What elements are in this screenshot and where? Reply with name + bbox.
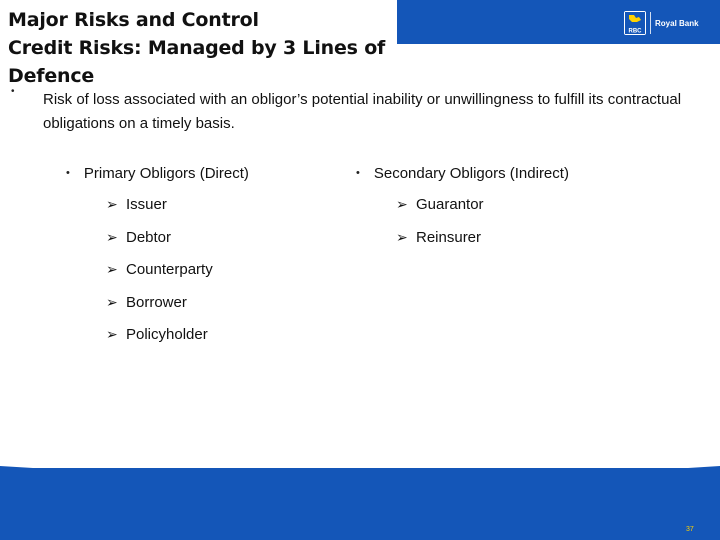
list-item-label: Guarantor <box>416 196 484 213</box>
secondary-obligors-column <box>356 162 569 259</box>
list-item <box>106 194 249 227</box>
title-line-1: Major Risks and Control <box>8 9 259 31</box>
list-item-label: Borrower <box>126 293 187 311</box>
primary-obligors-heading <box>66 162 249 184</box>
logo-divider <box>650 12 651 34</box>
arrow-bullet-icon: ➢ <box>106 262 118 278</box>
list-item <box>106 324 249 357</box>
list-item-label: Counterparty <box>126 261 213 278</box>
risk-description: Risk of loss associated with an obligor’s potential inability or unwillingness to fulfill its contractual obligations on a timely basis. <box>43 91 682 132</box>
secondary-obligors-heading <box>356 162 569 184</box>
arrow-bullet-icon: ➢ <box>106 229 118 246</box>
primary-obligors-list <box>106 194 249 357</box>
list-item <box>396 227 569 260</box>
list-item <box>106 292 249 325</box>
heading-bullet: • <box>356 167 360 179</box>
slide-title <box>0 0 397 98</box>
list-item-label: Debtor <box>126 228 172 246</box>
rbc-lion-shield-icon <box>624 11 646 35</box>
list-item <box>396 194 569 227</box>
heading-bullet: • <box>66 167 70 179</box>
arrow-bullet-icon: ➢ <box>106 197 118 213</box>
list-item <box>106 227 249 260</box>
list-item-label: Reinsurer <box>416 228 482 246</box>
secondary-obligors-list <box>396 194 569 259</box>
page-number: 37 <box>686 526 694 533</box>
heading-label: Primary Obligors (Direct) <box>83 164 249 182</box>
heading-label: Secondary Obligors (Indirect) <box>373 164 569 182</box>
shield-label: RBC <box>628 28 642 34</box>
arrow-bullet-icon: ➢ <box>106 294 118 311</box>
footer-band <box>0 468 720 540</box>
title-line-3: Defence <box>8 65 95 87</box>
list-item-label: Issuer <box>126 196 167 213</box>
list-item-label: Policyholder <box>126 326 208 343</box>
list-item <box>106 259 249 292</box>
logo-wordmark: Royal Bank <box>655 18 699 28</box>
arrow-bullet-icon: ➢ <box>106 327 118 343</box>
arrow-bullet-icon: ➢ <box>396 197 408 213</box>
primary-obligors-column <box>66 162 249 357</box>
arrow-bullet-icon: ➢ <box>396 229 408 246</box>
description-bullet: • <box>11 86 15 97</box>
title-line-2: Credit Risks: Managed by 3 Lines of <box>8 37 386 59</box>
bank-logo <box>624 10 699 36</box>
